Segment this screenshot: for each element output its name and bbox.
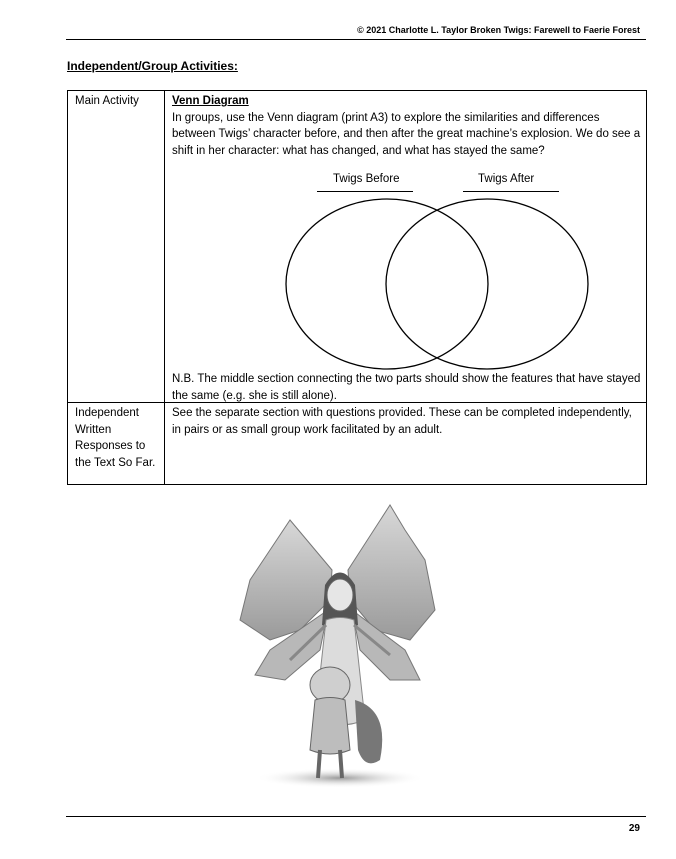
page-number: 29	[628, 823, 640, 834]
row-label-main-activity: Main Activity	[75, 95, 139, 107]
table-cell-main-activity	[164, 90, 647, 403]
footer-divider	[66, 816, 646, 817]
table-cell-label	[67, 90, 165, 403]
header-copyright: © 2021 Charlotte L. Taylor Broken Twigs: Farewell to Faerie Forest	[357, 25, 640, 35]
venn-circles	[165, 91, 648, 404]
written-responses-text: See the separate section with questions provided. These can be completed independently, in pairs or as small group work facilitated by an adult.	[172, 407, 632, 436]
venn-note: N.B. The middle section connecting the two parts should show the features that have stayed the same (e.g. she is still alone).	[172, 373, 641, 402]
section-title: Independent/Group Activities:	[67, 59, 238, 73]
row-label-written-responses: Independent Written Responses to the Text So Far.	[75, 407, 156, 469]
venn-label-before: Twigs Before	[333, 173, 400, 185]
venn-label-after: Twigs After	[478, 173, 535, 185]
venn-diagram	[165, 91, 648, 404]
activities-table	[67, 90, 647, 485]
table-cell-label	[67, 402, 165, 485]
venn-circle-after	[386, 199, 588, 369]
header-divider	[66, 39, 646, 40]
fairy-illustration	[230, 500, 450, 795]
venn-circle-before	[286, 199, 488, 369]
venn-instructions: In groups, use the Venn diagram (print A3) to explore the similarities and differences between Twigs’ character before, and then after the great machine’s explosion. We do see a shift in her character: what has changed, and what has stayed the same?	[172, 111, 641, 157]
venn-heading: Venn Diagram	[172, 95, 249, 107]
table-cell-written-responses	[164, 402, 647, 485]
